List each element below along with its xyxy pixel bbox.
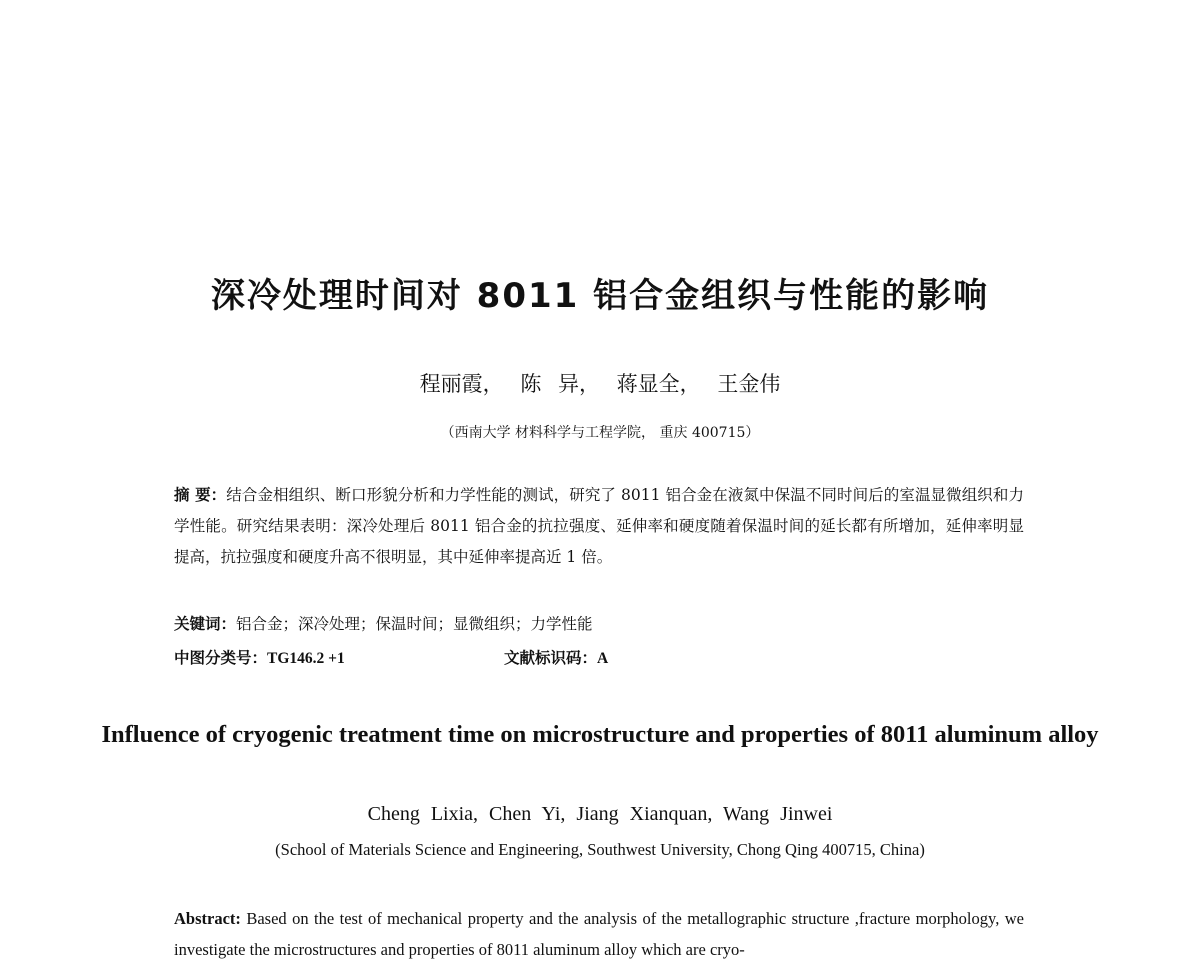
english-abstract [174, 903, 1024, 965]
chinese-authors: 程丽霞， 陈 异， 蒋显全， 王金伟 [419, 372, 781, 396]
document-code [504, 646, 608, 668]
english-authors: Cheng Lixia, Chen Yi, Jiang Xianquan, Wang Jinwei [367, 803, 833, 825]
chinese-title: 深冷处理时间对 8011 铝合金组织与性能的影响 [210, 276, 990, 316]
english-abstract-text: Based on the test of mechanical property and the analysis of the metallographic structure ,fracture morphology, we investigate the microstructures and properties of 8011 aluminum alloy which are cryo- [174, 909, 1024, 959]
chinese-abstract-text: 结合金相组织、断口形貌分析和力学性能的测试，研究了 8011 铝合金在液氮中保温不同时间后的室温显微组织和力学性能。研究结果表明：深冷处理后 8011 铝合金的抗拉强度、延伸率和硬度随着保温时间的延长都有所增加，延伸率明显提高，抗拉强度和硬度升高不很明显，其中延伸率提高近 1 倍。 [174, 486, 1024, 566]
chinese-keywords [174, 612, 593, 634]
chinese-classification [174, 646, 609, 668]
english-title: Influence of cryogenic treatment time on microstructure and properties of 8011 aluminum alloy [101, 721, 1099, 748]
chinese-abstract [174, 480, 1024, 573]
chinese-keywords-label: 关键词： [174, 615, 237, 633]
chinese-affiliation: （西南大学 材料科学与工程学院， 重庆 400715） [440, 425, 760, 441]
chinese-keywords-text: 铝合金；深冷处理；保温时间；显微组织；力学性能 [236, 615, 593, 633]
clc-value: TG146.2 +1 [267, 650, 345, 667]
doc-code-label: 文献标识码： [504, 649, 598, 667]
english-abstract-label: Abstract: [174, 909, 241, 928]
doc-code-value: A [597, 650, 609, 667]
chinese-abstract-label: 摘 要： [174, 486, 227, 504]
english-affiliation: (School of Materials Science and Engineering, Southwest University, Chong Qing 400715, China) [275, 840, 925, 859]
clc-label: 中图分类号： [174, 649, 268, 667]
